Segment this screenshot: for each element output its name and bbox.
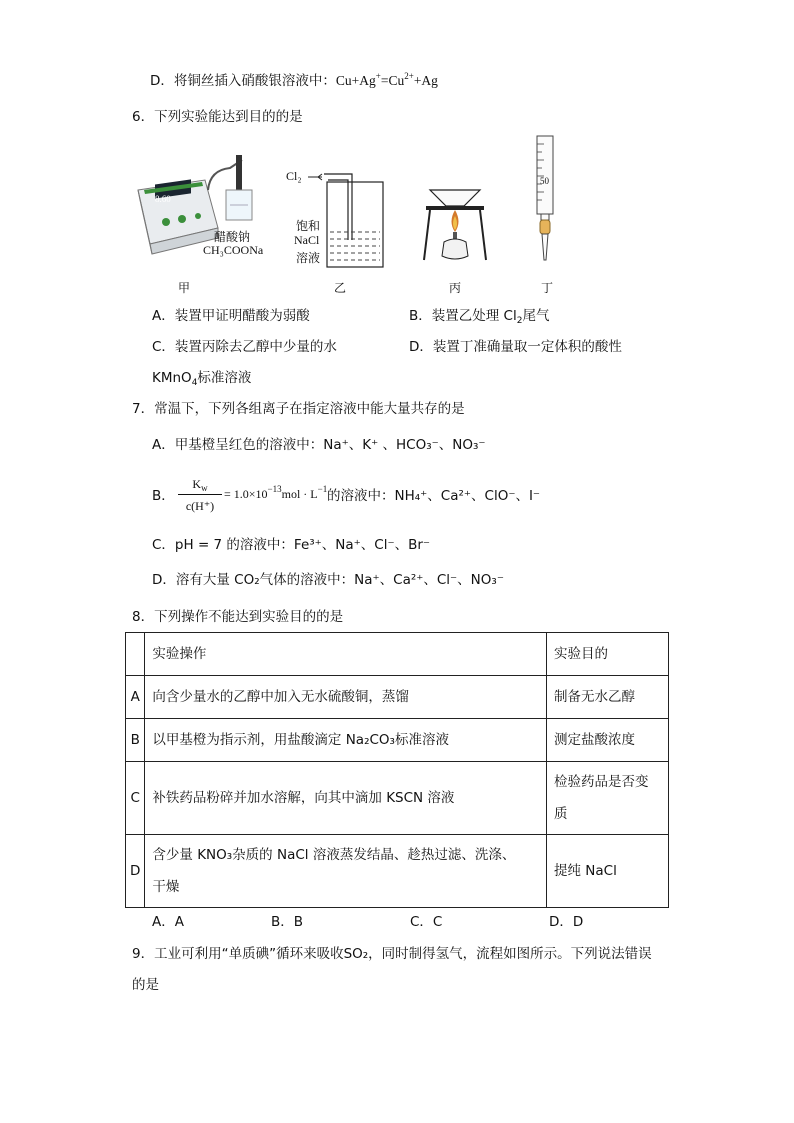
q8-answer-c: C．C [410, 914, 443, 930]
table-header-row [126, 633, 669, 676]
evaporation-setup-figure [420, 180, 490, 270]
q6-option-d-cont: KMnO$_4$标准溶液 [152, 370, 252, 388]
burette-figure [528, 132, 564, 267]
q5-optd-equation: $Cu+Ag^+=Cu^{2+}+Ag$ [335, 71, 438, 88]
q6-option-b: B．装置乙处理 $Cl_2$尾气 [409, 308, 550, 326]
table-row: C 补铁药品粉碎并加水溶解，向其中滴加 KSCN 溶液 检验药品是否变 质 [126, 762, 669, 835]
fig-yi-gas: Cl₂ [286, 169, 302, 183]
q9-stem-line1: 9．工业可利用“单质碘”循环来吸收SO₂，同时制得氢气，流程如图所示。下列说法错误 [132, 946, 652, 962]
fig-yi-liquid3: 溶液 [296, 251, 321, 265]
fig-jia-label1: 醋酸钠 [214, 230, 251, 244]
fraction-denominator: c(H⁺) [185, 499, 215, 513]
q8-answer-a: A．A [152, 914, 184, 930]
table-row: B 以甲基橙为指示剂，用盐酸滴定 Na₂CO₃标准溶液 测定盐酸浓度 [126, 719, 669, 762]
q5-option-d [150, 71, 438, 91]
q8-answer-b: B．B [271, 914, 304, 930]
q9-stem-line2: 的是 [132, 977, 159, 993]
q7-option-d: D．溶有大量 CO₂气体的溶液中：Na⁺、Ca²⁺、Cl⁻、NO₃⁻ [152, 572, 504, 588]
burette-scale-label: 50 [540, 176, 549, 186]
experiment-table [125, 632, 669, 908]
q6-stem: 6．下列实验能达到目的的是 [132, 109, 303, 125]
q8-stem: 8．下列操作不能达到实验目的的是 [132, 609, 344, 625]
header-operation: 实验操作 [145, 633, 547, 676]
fraction-bar [178, 494, 222, 495]
fig-yi-liquid1: 饱和 [296, 219, 321, 233]
q5-optd-text: D．将铜丝插入硝酸银溶液中： [150, 73, 336, 89]
q7-option-a: A．甲基橙呈红色的溶液中：Na⁺、K⁺ 、HCO₃⁻、NO₃⁻ [152, 437, 486, 453]
q6-option-c: C．装置丙除去乙醇中少量的水 [152, 339, 337, 355]
fig-yi-caption: 乙 [334, 281, 347, 295]
q6-option-d: D．装置丁准确量取一定体积的酸性 [409, 339, 622, 355]
fig-ding-caption: 丁 [541, 281, 554, 295]
table-row: D 含少量 KNO₃杂质的 NaCl 溶液蒸发结晶、趁热过滤、洗涤、 干燥 提纯 NaCl [126, 835, 669, 908]
fig-jia-label2: CH₃COONa [203, 243, 264, 257]
q6-option-a: A．装置甲证明醋酸为弱酸 [152, 308, 310, 324]
fig-bing-caption: 丙 [449, 281, 462, 295]
ph-display-value: 8.60 [155, 194, 171, 204]
q7-stem: 7．常温下，下列各组离子在指定溶液中能大量共存的是 [132, 401, 465, 417]
q8-answer-d: D．D [549, 914, 584, 930]
header-goal: 实验目的 [547, 633, 669, 676]
table-row: A 向含少量水的乙醇中加入无水硫酸铜，蒸馏 制备无水乙醇 [126, 676, 669, 719]
q7-option-c: C．pH = 7 的溶液中：Fe³⁺、Na⁺、Cl⁻、Br⁻ [152, 537, 431, 553]
fraction-numerator: $K_w$ [192, 477, 208, 493]
fig-yi-liquid2: NaCl [294, 233, 320, 247]
fig-jia-caption: 甲 [178, 281, 191, 295]
